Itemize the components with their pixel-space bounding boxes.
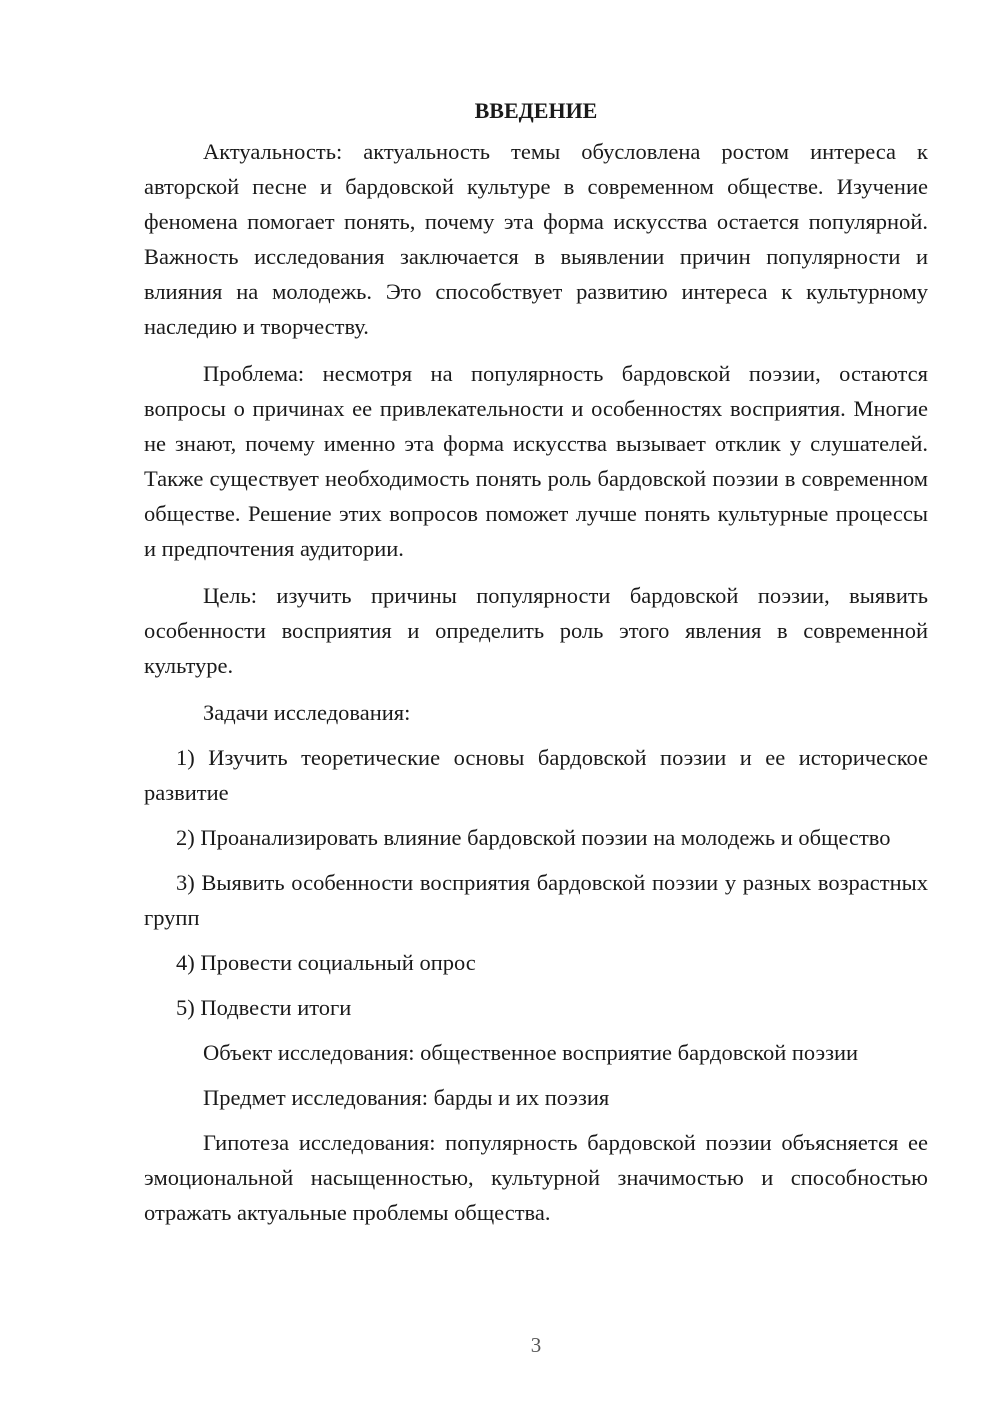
goal-paragraph: Цель: изучить причины популярности бардовской поэзии, выявить особенности восприятия и определить роль этого явления в современной культуре. [144,583,928,678]
research-subject: Предмет исследования: барды и их поэзия [203,1085,610,1110]
hypothesis-paragraph: Гипотеза исследования: популярность бардовской поэзии объясняется ее эмоциональной насыщенностью, культурной значимостью и способностью отражать актуальные проблемы общества. [144,1130,928,1225]
task-item-2: 2) Проанализировать влияние бардовской поэзии на молодежь и общество [176,825,891,850]
task-item-1: 1) Изучить теоретические основы бардовской поэзии и ее историческое развитие [144,745,928,805]
task-item-4: 4) Провести социальный опрос [176,950,476,975]
task-item-3: 3) Выявить особенности восприятия бардовской поэзии у разных возрастных групп [144,870,928,930]
research-object: Объект исследования: общественное восприятие бардовской поэзии [203,1040,859,1065]
task-item-5: 5) Подвести итоги [176,995,352,1020]
relevance-paragraph: Актуальность: актуальность темы обусловлена ростом интереса к авторской песне и бардовской культуре в современном обществе. Изучение феномена помогает понять, почему эта форма искусства остается популярной. Важность исследования заключается в выявлении причин популярности и влияния на молодежь. Это способствует развитию интереса к культурному наследию и творчеству. [144,139,928,339]
page-number: 3 [530,1333,542,1357]
problem-paragraph: Проблема: несмотря на популярность бардовской поэзии, остаются вопросы о причинах ее привлекательности и особенностях восприятия. Многие не знают, почему именно эта форма искусства вызывает отклик у слушателей. Также существует необходимость понять роль бардовской поэзии в современном обществе. Решение этих вопросов поможет лучше понять культурные процессы и предпочтения аудитории. [144,361,928,561]
tasks-heading: Задачи исследования: [203,700,411,725]
document-page [144,92,928,1241]
page-title: ВВЕДЕНИЕ [474,98,598,123]
